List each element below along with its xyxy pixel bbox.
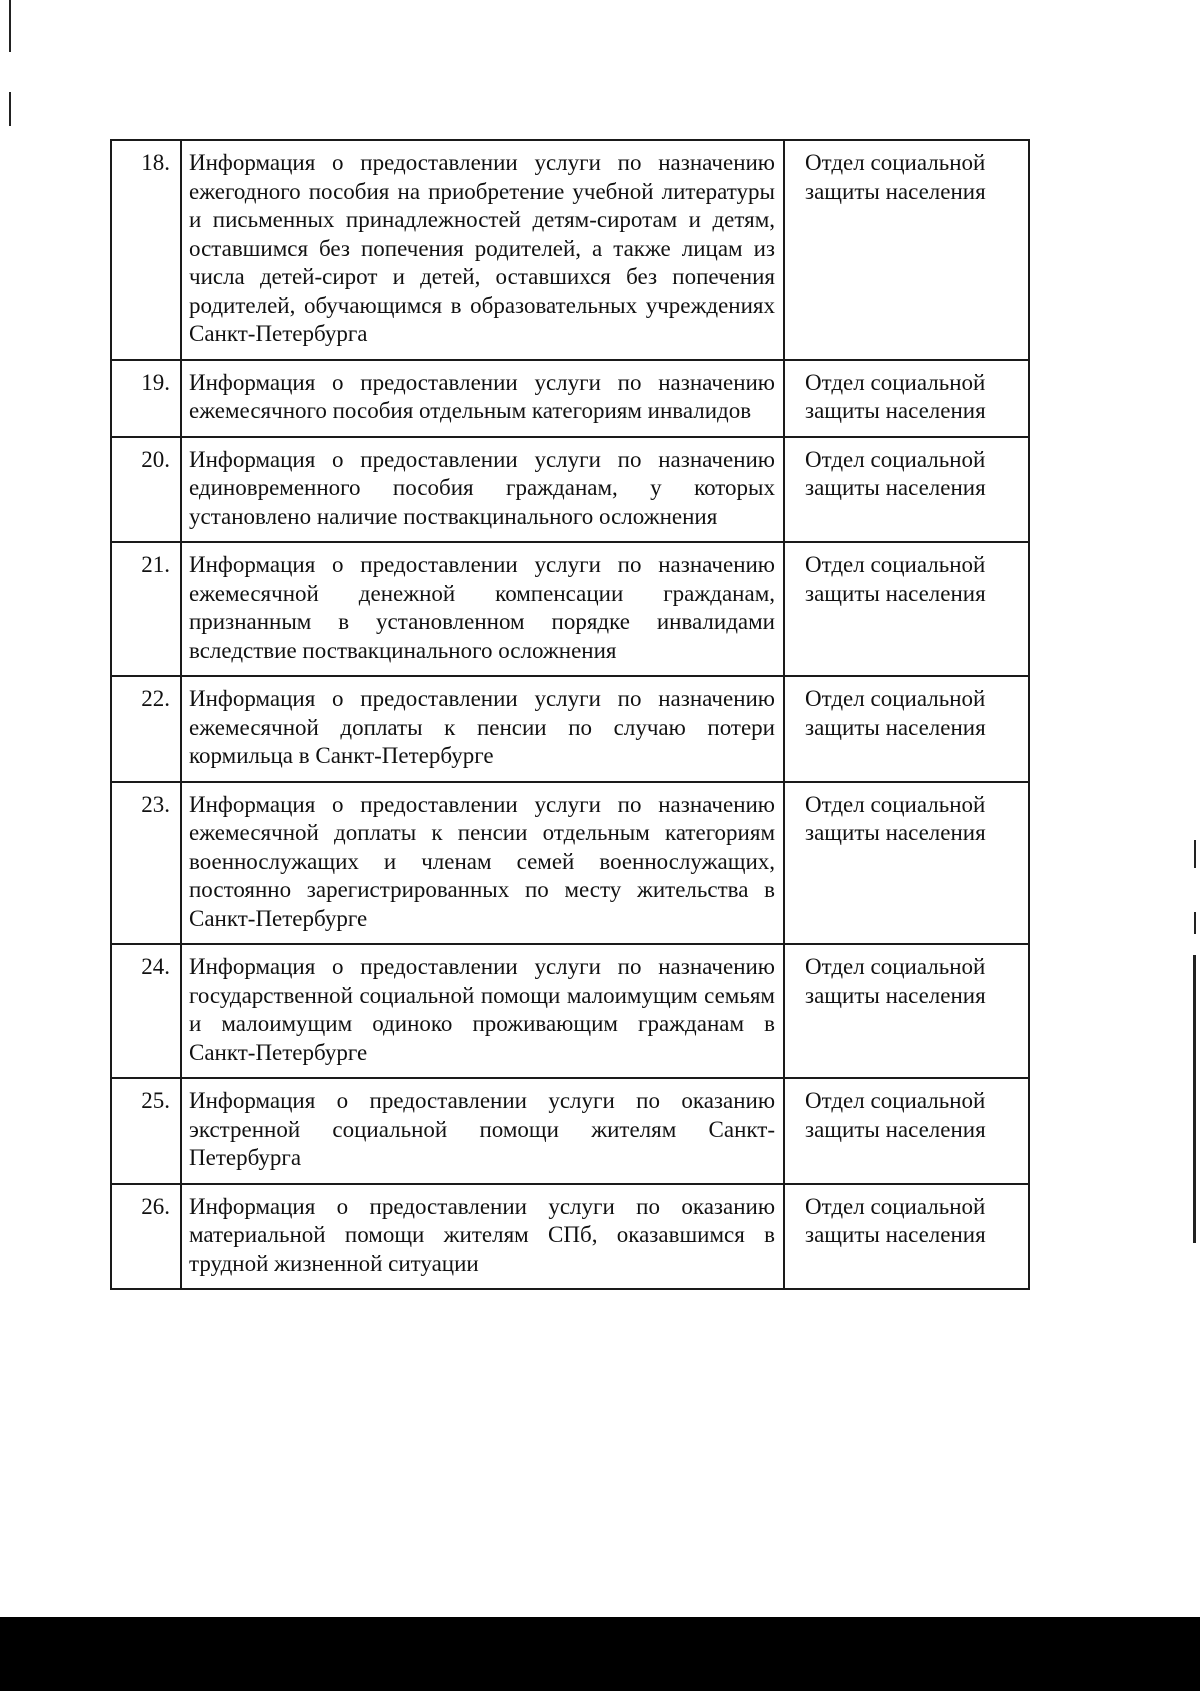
service-description: Информация о предоставлении услуги по оказанию материальной помощи жителям СПб, оказавшимся в трудной жизненной ситуации: [181, 1184, 784, 1290]
responsible-department: Отдел социальной защиты населения: [784, 1078, 1029, 1184]
table-row: [111, 1184, 1029, 1290]
responsible-department: Отдел социальной защиты населения: [784, 676, 1029, 782]
responsible-department: Отдел социальной защиты населения: [784, 542, 1029, 676]
row-number: 20.: [111, 437, 181, 543]
table-row: [111, 944, 1029, 1078]
table-row: [111, 1078, 1029, 1184]
service-description: Информация о предоставлении услуги по назначению ежегодного пособия на приобретение учебной литературы и письменных принадлежностей детям-сиротам и детям, оставшимся без попечения родителей, а также лицам из числа детей-сирот и детей, оставшихся без попечения родителей, обучающимся в образовательных учреждениях Санкт-Петербурга: [181, 140, 784, 360]
table-row: [111, 676, 1029, 782]
table-row: [111, 437, 1029, 543]
table-row: [111, 360, 1029, 437]
service-description: Информация о предоставлении услуги по назначению ежемесячной денежной компенсации гражданам, признанным в установленном порядке инвалидами вследствие поствакцинального осложнения: [181, 542, 784, 676]
service-description: Информация о предоставлении услуги по назначению государственной социальной помощи малоимущим семьям и малоимущим одиноко проживающим гражданам в Санкт-Петербурге: [181, 944, 784, 1078]
row-number: 24.: [111, 944, 181, 1078]
scan-edge-mark: [9, 0, 11, 52]
service-description: Информация о предоставлении услуги по назначению ежемесячной доплаты к пенсии отдельным категориям военнослужащих и членам семей военнослужащих, постоянно зарегистрированных по месту жительства в Санкт-Петербурге: [181, 782, 784, 945]
table-row: [111, 140, 1029, 360]
scan-bottom-bar: [0, 1617, 1200, 1691]
service-description: Информация о предоставлении услуги по назначению единовременного пособия гражданам, у которых установлено наличие поствакцинального осложнения: [181, 437, 784, 543]
table-row: [111, 782, 1029, 945]
scan-edge-mark: [9, 92, 11, 126]
scan-edge-mark: [1194, 840, 1196, 868]
row-number: 22.: [111, 676, 181, 782]
service-description: Информация о предоставлении услуги по назначению ежемесячного пособия отдельным категориям инвалидов: [181, 360, 784, 437]
responsible-department: Отдел социальной защиты населения: [784, 360, 1029, 437]
table-row: [111, 542, 1029, 676]
row-number: 19.: [111, 360, 181, 437]
responsible-department: Отдел социальной защиты населения: [784, 437, 1029, 543]
responsible-department: Отдел социальной защиты населения: [784, 1184, 1029, 1290]
service-description: Информация о предоставлении услуги по оказанию экстренной социальной помощи жителям Санкт-Петербурга: [181, 1078, 784, 1184]
services-table: [110, 139, 1030, 1290]
row-number: 25.: [111, 1078, 181, 1184]
row-number: 26.: [111, 1184, 181, 1290]
scan-edge-mark: [1194, 912, 1196, 934]
row-number: 18.: [111, 140, 181, 360]
row-number: 21.: [111, 542, 181, 676]
row-number: 23.: [111, 782, 181, 945]
scan-edge-mark: [1193, 955, 1196, 1243]
responsible-department: Отдел социальной защиты населения: [784, 944, 1029, 1078]
service-description: Информация о предоставлении услуги по назначению ежемесячной доплаты к пенсии по случаю потери кормильца в Санкт-Петербурге: [181, 676, 784, 782]
responsible-department: Отдел социальной защиты населения: [784, 782, 1029, 945]
responsible-department: Отдел социальной защиты населения: [784, 140, 1029, 360]
